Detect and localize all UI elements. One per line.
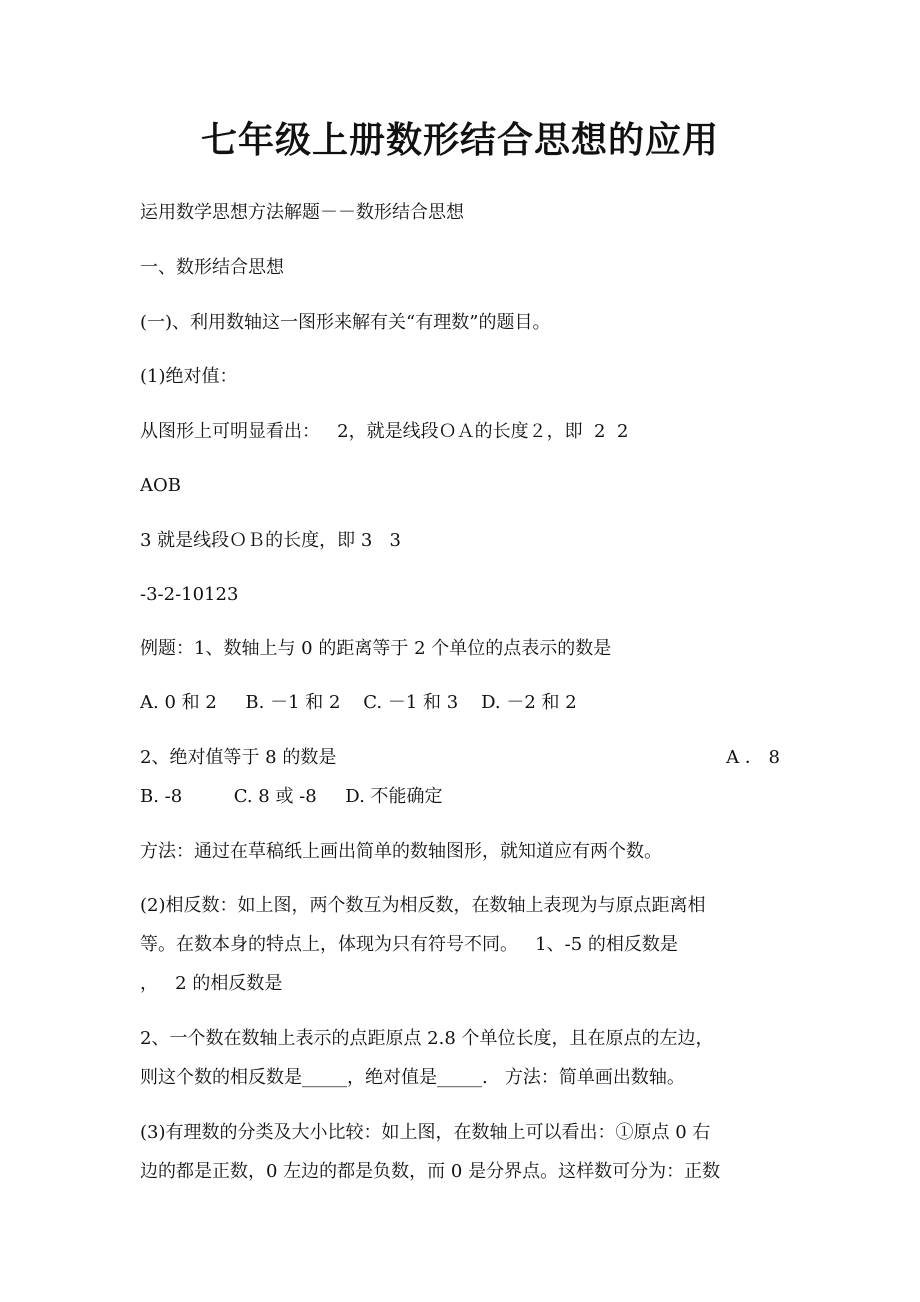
text-line: 边的都是正数，0 左边的都是负数，而 0 是分界点。这样数可分为：正数 — [140, 1161, 721, 1182]
text-line: 等。在数本身的特点上，体现为只有符号不同。 1、-5 的相反数是 — [140, 934, 678, 955]
text-line: 则这个数的相反数是_____，绝对值是_____. 方法：简单画出数轴。 — [140, 1067, 685, 1088]
text-line: 3 就是线段ＯＢ的长度，即 3 3 — [140, 530, 401, 551]
text-line: 方法：通过在草稿纸上画出简单的数轴图形，就知道应有两个数。 — [140, 841, 662, 862]
text-line: -3-2-10123 — [140, 584, 239, 605]
answer-options: A. 0 和 2 B. －1 和 2 C. －1 和 3 D. －2 和 2 — [140, 692, 577, 713]
document-title: 七年级上册数形结合思想的应用 — [200, 119, 719, 161]
subsection-heading: (一)、利用数轴这一图形来解有关“有理数”的题目。 — [140, 312, 551, 333]
subsection-heading: (1)绝对值： — [140, 366, 238, 387]
text-line: (3)有理数的分类及大小比较：如上图，在数轴上可以看出：①原点 0 右 — [140, 1122, 711, 1143]
text-line: AOB — [140, 475, 181, 496]
example-question: 例题：1、数轴上与 0 的距离等于 2 个单位的点表示的数是 — [140, 638, 612, 659]
text-line: 从图形上可明显看出： 2，就是线段ＯＡ的长度２，即 2 2 — [140, 421, 629, 442]
text-line: ， 2 的相反数是 — [140, 973, 283, 994]
section-heading: 一、数形结合思想 — [140, 257, 284, 278]
text-line: (2)相反数：如上图，两个数互为相反数，在数轴上表现为与原点距离相 — [140, 895, 706, 916]
example-question: 2、绝对值等于 8 的数是 — [140, 747, 337, 768]
text-line: 2、一个数在数轴上表示的点距原点 2.8 个单位长度，且在原点的左边， — [140, 1028, 714, 1049]
option-a: A ． 8 — [726, 747, 780, 768]
text-line: 运用数学思想方法解题－－数形结合思想 — [140, 202, 464, 223]
answer-options: B. -8 C. 8 或 -8 D. 不能确定 — [140, 786, 443, 807]
